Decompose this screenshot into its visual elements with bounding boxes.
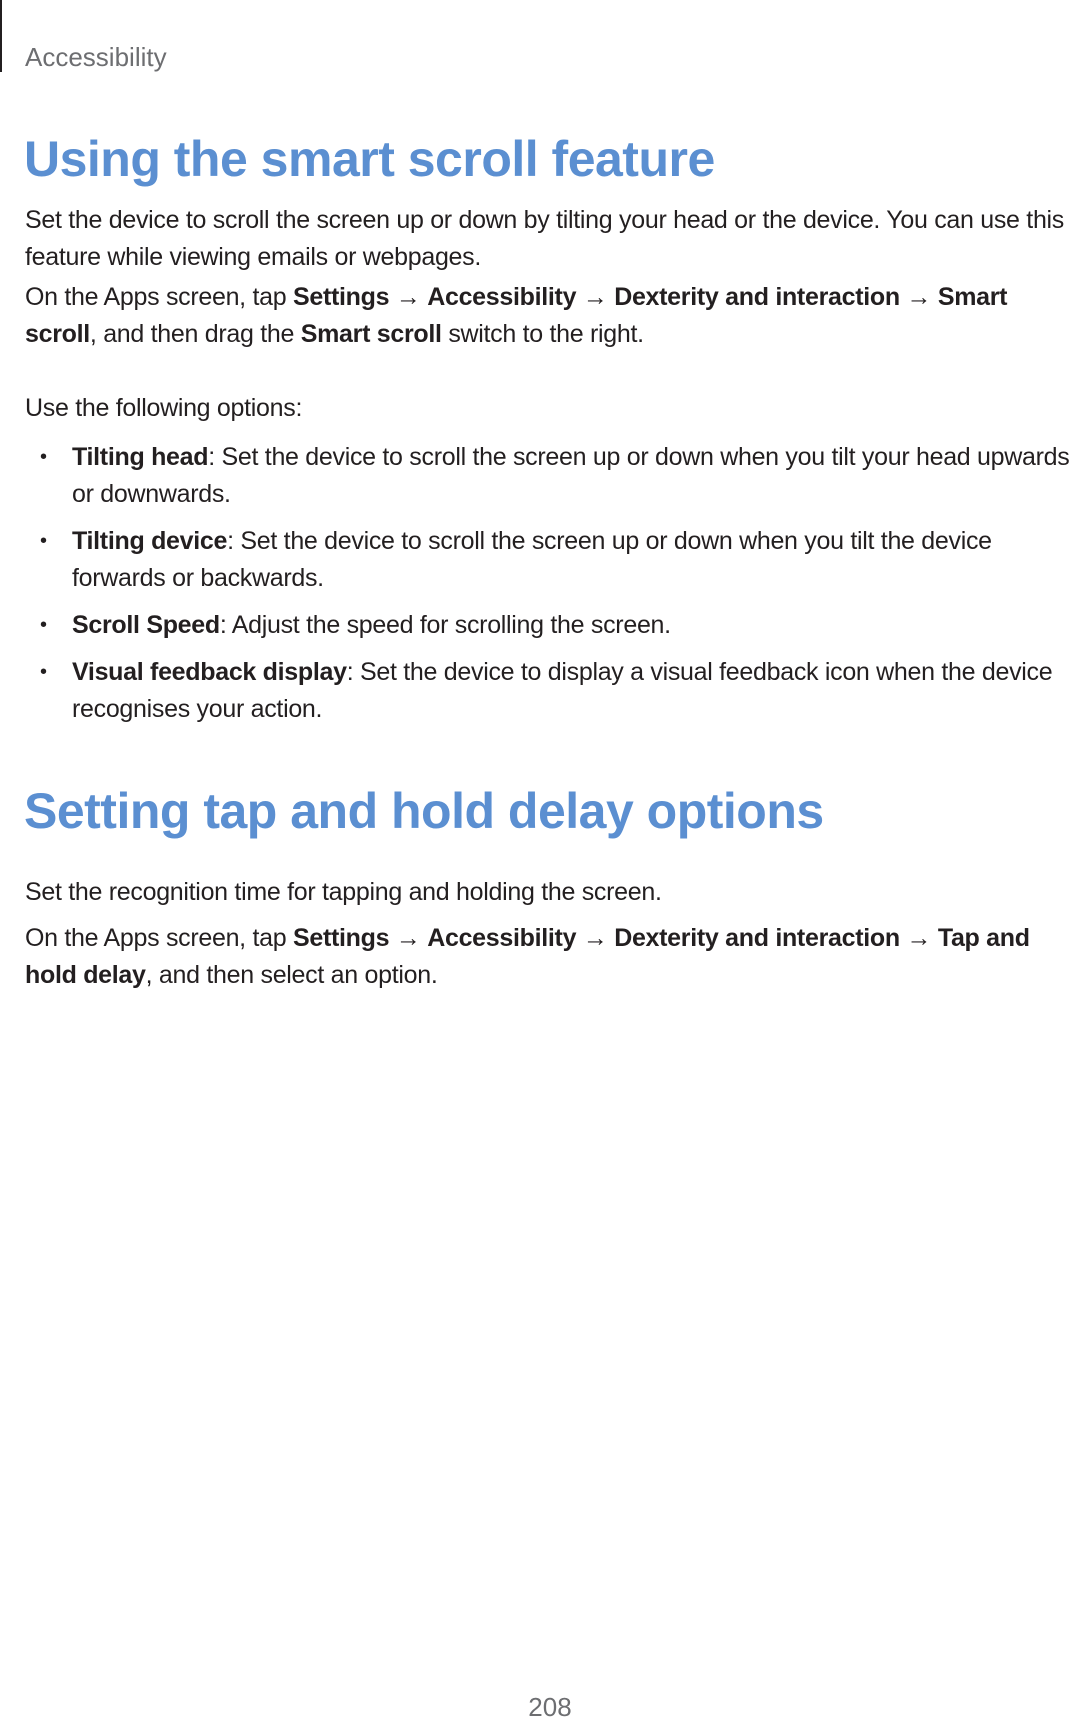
path-arrow: → [899, 924, 938, 952]
bullet-icon: • [40, 530, 47, 552]
option-desc: : Set the device to scroll the screen up or down when you tilt your head upwards or downwards. [72, 443, 1070, 508]
option-desc: : Set the device to display a visual feedback icon when the device recognises your action. [72, 658, 1053, 723]
path-settings: Settings [292, 924, 390, 952]
path-tap-hold-delay: Tap and hold delay [25, 924, 1030, 989]
path-accessibility: Accessibility [427, 283, 577, 311]
path-arrow: → [576, 283, 615, 311]
path-arrow: → [576, 924, 615, 952]
option-desc: : Set the device to scroll the screen up or down when you tilt the device forwards or backwards. [72, 527, 992, 592]
options-list [25, 439, 1070, 728]
option-term: Tilting device [72, 527, 228, 555]
bullet-icon: • [40, 614, 47, 636]
switch-name: Smart scroll [300, 320, 442, 348]
path-tail: switch to the right. [441, 320, 644, 348]
running-header: Accessibility [25, 42, 167, 72]
path-smart-scroll: Smart scroll [25, 283, 1008, 348]
smart-scroll-intro: Set the device to scroll the screen up or down by tilting your head or the device. You can use this feature while viewing emails or webpages. [25, 206, 1065, 271]
tap-hold-path [25, 920, 1065, 994]
path-accessibility: Accessibility [427, 924, 577, 952]
path-arrow: → [899, 283, 938, 311]
section-title-tap-hold: Setting tap and hold delay options [24, 783, 824, 839]
option-tilting-head [25, 439, 1070, 513]
options-intro: Use the following options: [25, 394, 303, 422]
bullet-icon: • [40, 446, 47, 468]
section-title-smart-scroll: Using the smart scroll feature [24, 131, 715, 187]
option-term: Tilting head [72, 443, 209, 471]
path-mid: , and then drag the [89, 320, 301, 348]
path-settings: Settings [292, 283, 390, 311]
option-term: Scroll Speed [72, 611, 220, 639]
page-edge-rule [0, 0, 2, 72]
option-term: Visual feedback display [72, 658, 347, 686]
path-lead: On the Apps screen, tap [25, 283, 293, 311]
path-tail: , and then select an option. [145, 961, 438, 989]
path-dexterity: Dexterity and interaction [614, 924, 900, 952]
option-tilting-device [25, 523, 1070, 597]
page-number: 208 [528, 1692, 572, 1722]
option-desc: : Adjust the speed for scrolling the screen. [219, 611, 671, 639]
smart-scroll-path [25, 279, 1065, 353]
path-lead: On the Apps screen, tap [25, 924, 293, 952]
path-dexterity: Dexterity and interaction [614, 283, 900, 311]
path-arrow: → [389, 924, 428, 952]
option-scroll-speed [25, 607, 1070, 644]
bullet-icon: • [40, 661, 47, 683]
option-visual-feedback [25, 654, 1070, 728]
path-arrow: → [389, 283, 428, 311]
tap-hold-intro: Set the recognition time for tapping and holding the screen. [25, 878, 662, 906]
